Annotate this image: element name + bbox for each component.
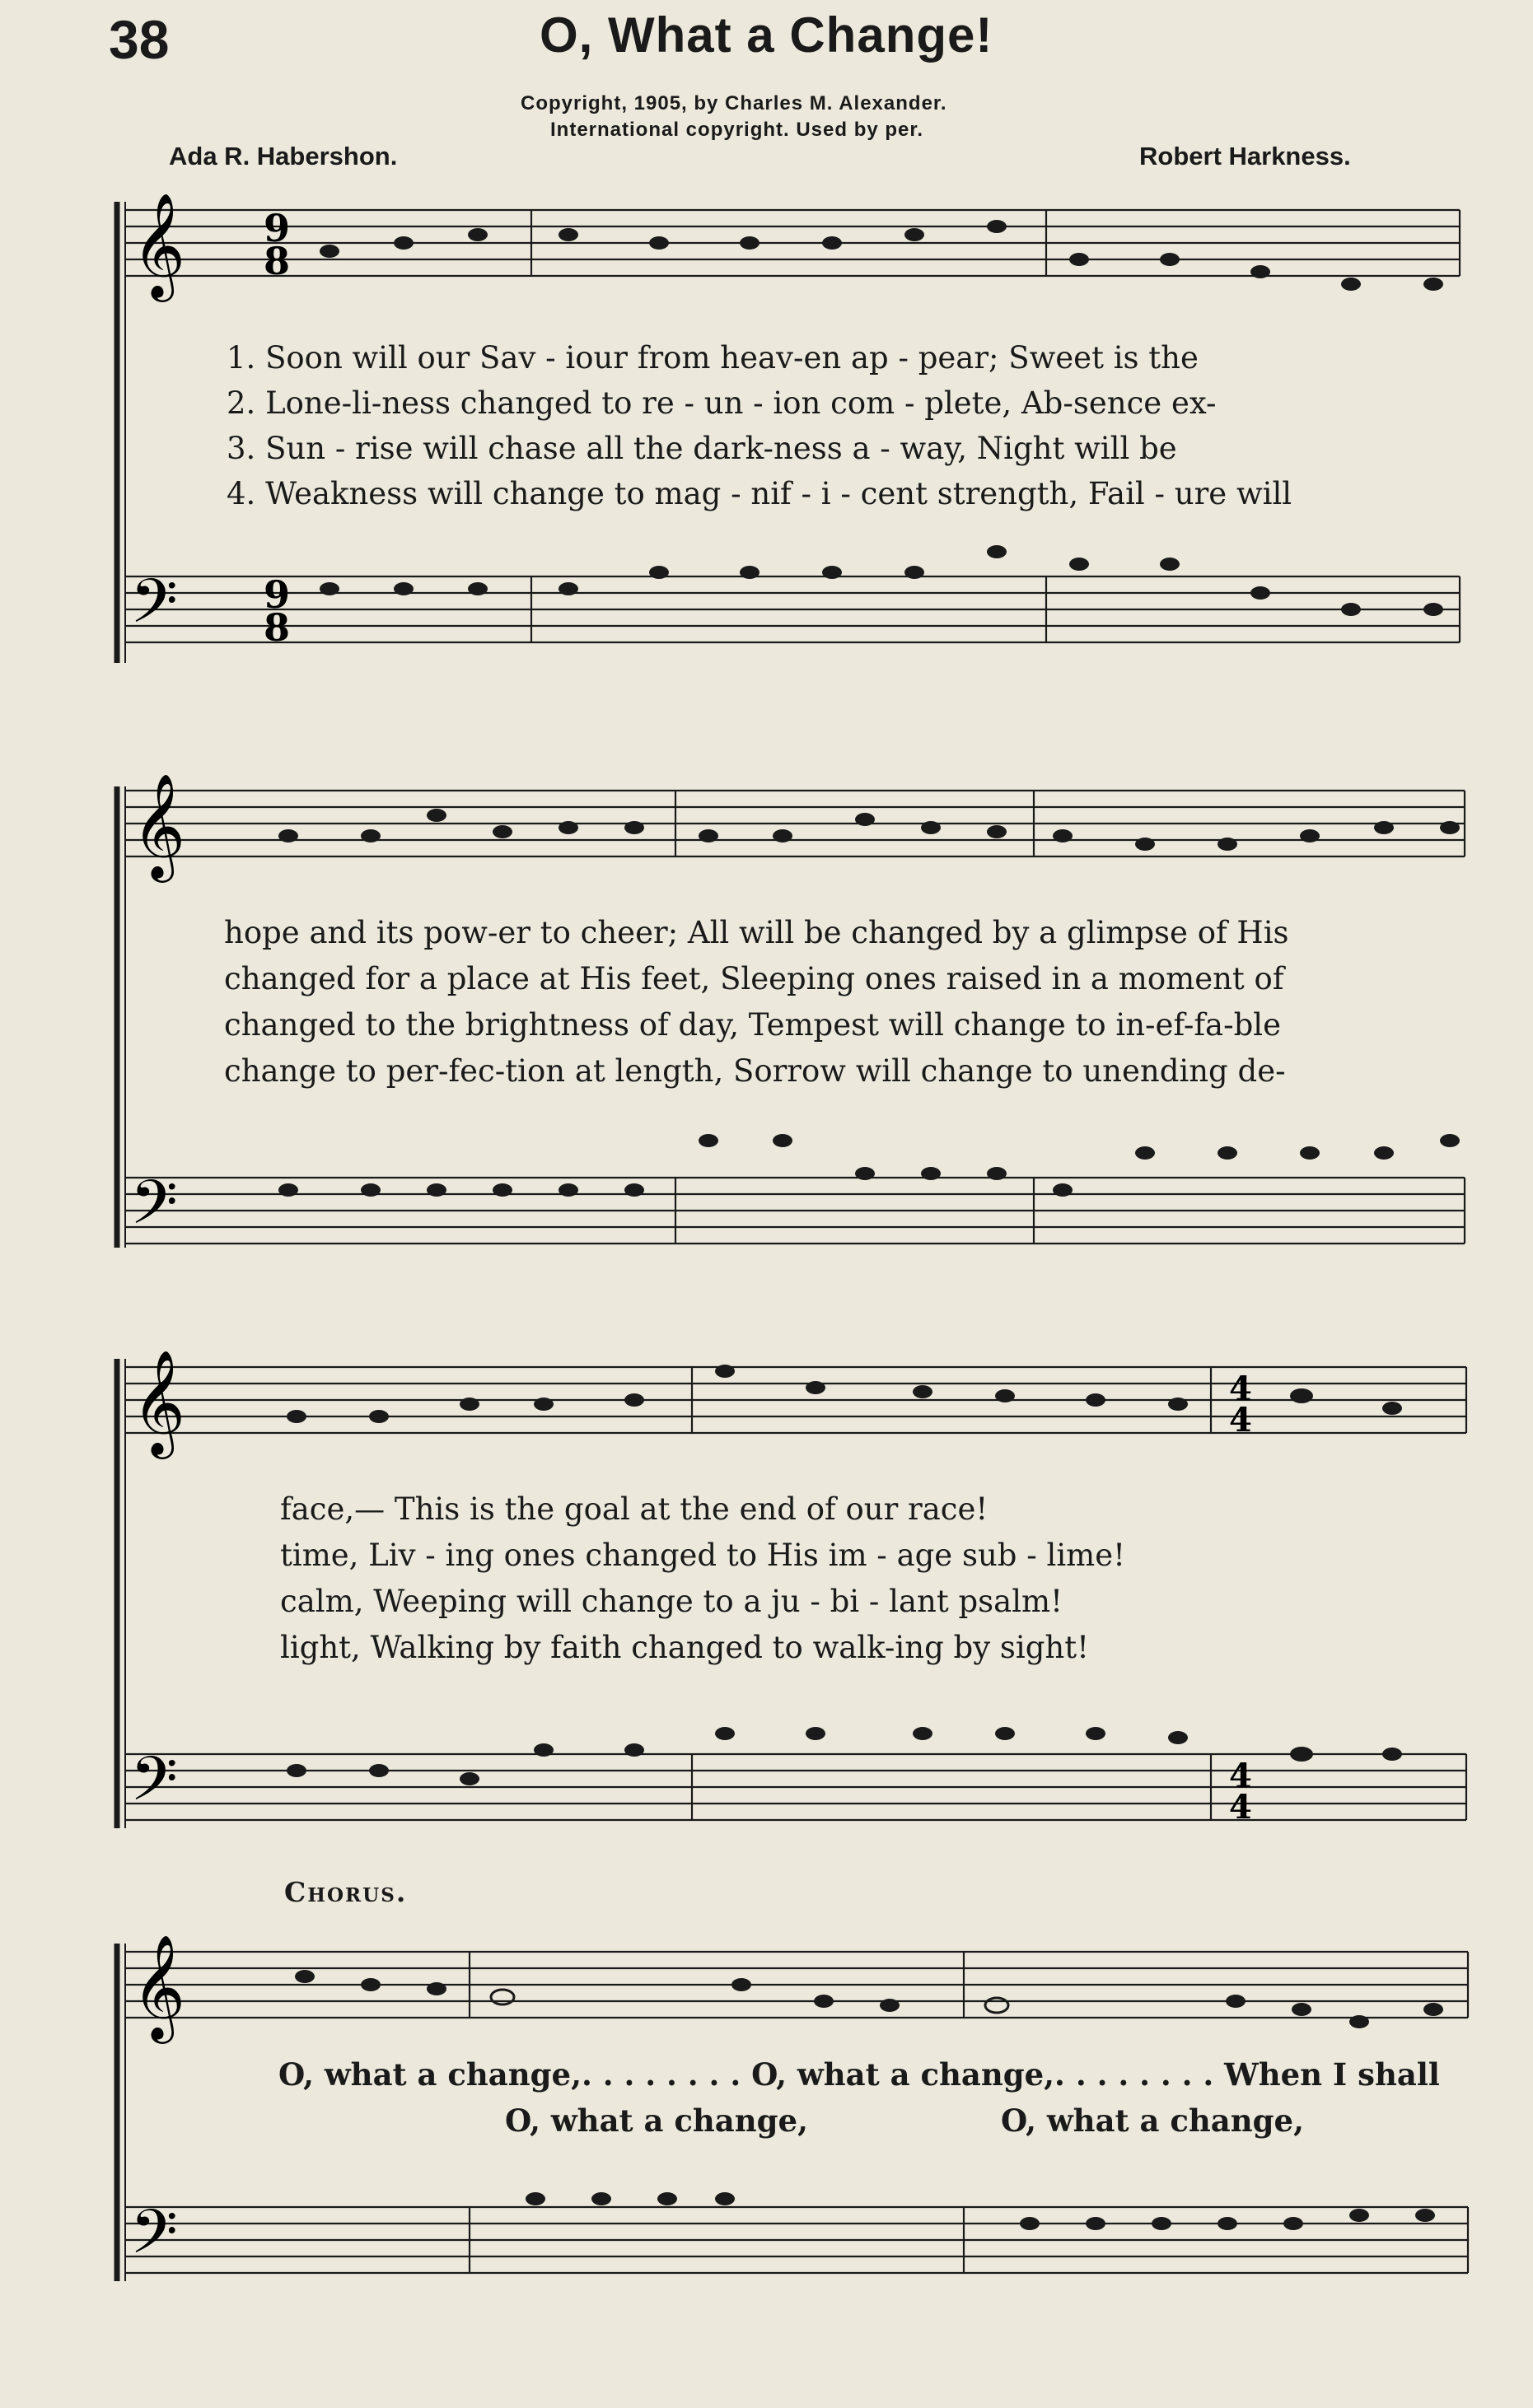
verse-line: time, Liv - ing ones changed to His im - age sub - lime! bbox=[280, 1538, 1126, 1573]
bass-time-change-bottom: 4 bbox=[1229, 1788, 1252, 1827]
treble-staff bbox=[125, 791, 1465, 856]
verse-line: 4. Weakness will change to mag - nif - i - cent strength, Fail - ure will bbox=[227, 476, 1292, 511]
time-change-top: 4 bbox=[1229, 1370, 1252, 1408]
chorus-line-1: O, what a change,. . . . . . . . O, what a change,. . . . . . . . When I shall bbox=[278, 2056, 1440, 2093]
time-signature-bottom: 8 bbox=[264, 239, 291, 283]
chorus-line-2a: O, what a change, bbox=[505, 2102, 808, 2139]
bass-clef-icon: 𝄢 bbox=[130, 1167, 178, 1253]
verse-line: change to per-fec-tion at length, Sorrow will change to unending de- bbox=[224, 1053, 1286, 1089]
composer: Robert Harkness. bbox=[1139, 142, 1351, 170]
copyright-line-2: International copyright. Used by per. bbox=[550, 119, 924, 141]
verse-line: light, Walking by faith changed to walk-ing by sight! bbox=[280, 1630, 1089, 1665]
bass-clef-icon: 𝄢 bbox=[130, 1743, 178, 1830]
treble-staff bbox=[125, 1952, 1468, 2018]
bass-staff bbox=[125, 1178, 1465, 1244]
bass-staff bbox=[125, 2207, 1468, 2273]
bass-time-change-top: 4 bbox=[1229, 1757, 1252, 1795]
notes-group bbox=[295, 1970, 1443, 2230]
bass-clef-icon: 𝄢 bbox=[130, 566, 178, 652]
verse-line: 1. Soon will our Sav - iour from heav-en ap - pear; Sweet is the bbox=[227, 340, 1199, 376]
verse-line: calm, Weeping will change to a ju - bi - lant psalm! bbox=[280, 1584, 1063, 1619]
chorus-line-2b: O, what a change, bbox=[1001, 2102, 1304, 2139]
copyright-line-1: Copyright, 1905, by Charles M. Alexander. bbox=[521, 92, 947, 114]
notes-group bbox=[278, 809, 1460, 1197]
verse-line: changed to the brightness of day, Tempest will change to in-ef-fa-ble bbox=[224, 1007, 1281, 1043]
verse-line: changed for a place at His feet, Sleeping ones raised in a moment of bbox=[224, 961, 1284, 996]
treble-clef-icon: 𝄞 bbox=[132, 1349, 186, 1454]
treble-clef-icon: 𝄞 bbox=[132, 772, 186, 878]
time-signature-top: 9 bbox=[264, 206, 291, 250]
verse-line: hope and its pow-er to cheer; All will be changed by a glimpse of His bbox=[224, 915, 1289, 950]
hymn-title: O, What a Change! bbox=[540, 7, 993, 63]
bass-clef-icon: 𝄢 bbox=[130, 2196, 178, 2283]
treble-staff bbox=[125, 1367, 1466, 1433]
bass-staff bbox=[125, 1754, 1466, 1820]
page-number: 38 bbox=[109, 9, 170, 70]
verse-line: face,— This is the goal at the end of our race! bbox=[280, 1491, 989, 1527]
verse-line: 2. Lone-li-ness changed to re - un - ion com - plete, Ab-sence ex- bbox=[227, 385, 1217, 421]
bass-time-signature-top: 9 bbox=[264, 572, 291, 617]
verse-line: 3. Sun - rise will chase all the dark-ness a - way, Night will be bbox=[227, 431, 1177, 466]
lyricist: Ada R. Habershon. bbox=[169, 142, 398, 170]
treble-clef-icon: 𝄞 bbox=[132, 1934, 186, 2039]
time-change-bottom: 4 bbox=[1229, 1401, 1252, 1440]
bass-time-signature-bottom: 8 bbox=[264, 605, 291, 650]
treble-clef-icon: 𝄞 bbox=[132, 192, 186, 297]
chorus-label: Chorus. bbox=[284, 1876, 408, 1908]
